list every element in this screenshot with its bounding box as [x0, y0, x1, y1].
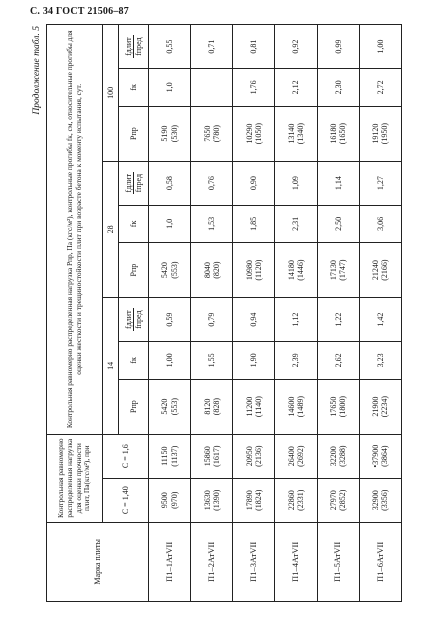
cell-mark: П1–4АтVII: [275, 522, 317, 601]
cell-fk14: 2,62: [317, 342, 359, 379]
cell-r28: 0,76: [191, 161, 233, 205]
header-fk-28: fк: [119, 205, 149, 242]
cell-r100: 0,55: [149, 25, 191, 69]
cell-fk14: 3,23: [359, 342, 401, 379]
cell-mark: П1–2АтVII: [191, 522, 233, 601]
cell-r14: 1,12: [275, 298, 317, 342]
header-p-14: Pпр: [119, 379, 149, 434]
cell-p14: 8120 (828): [191, 379, 233, 434]
cell-fk14: 1,00: [149, 342, 191, 379]
cell-r14: 1,22: [317, 298, 359, 342]
ratio-denominator: fпред: [134, 310, 143, 329]
header-fk-14: fк: [119, 342, 149, 379]
cell-r14: 1,42: [359, 298, 401, 342]
cell-fk100: 2,12: [275, 69, 317, 106]
cell-r28: 0,90: [233, 161, 275, 205]
table-row: [233, 25, 275, 602]
ratio-denominator: fпред: [134, 173, 143, 193]
cell-p28: 10980 (1120): [233, 243, 275, 298]
cell-mark: П1–1АтVII: [149, 522, 191, 601]
header-c140: C = 1,40: [103, 478, 149, 522]
table-row: [149, 25, 191, 602]
header-p-100: Pпр: [119, 106, 149, 161]
cell-p28: 14180 (1446): [275, 243, 317, 298]
cell-fk28: 2,31: [275, 205, 317, 242]
data-table: [46, 24, 402, 602]
table-row: [317, 25, 359, 602]
cell-c160: 26400 (2692): [275, 434, 317, 478]
table-continuation-label: Продолжение табл. 5: [32, 26, 42, 115]
cell-c160: •37900 (3864): [359, 434, 401, 478]
cell-fk100: 2,30: [317, 69, 359, 106]
cell-r28: 1,27: [359, 161, 401, 205]
cell-p14: 5420 (553): [149, 379, 191, 434]
rotated-table-container: [32, 24, 402, 602]
header-ratio-14: [119, 298, 149, 342]
cell-c140: 17890 (1824): [233, 478, 275, 522]
cell-fk28: 1,0: [149, 205, 191, 242]
cell-fk14: 1,55: [191, 342, 233, 379]
ratio-denominator: fпред: [134, 37, 143, 56]
table-row: [191, 25, 233, 602]
cell-fk28: 2,50: [317, 205, 359, 242]
cell-p28: 5420 (553): [149, 243, 191, 298]
cell-c140: 32900 (3356): [359, 478, 401, 522]
cell-r100: 1,00: [359, 25, 401, 69]
header-age-28: 28: [103, 161, 119, 298]
cell-p100: 13140 (1340): [275, 106, 317, 161]
cell-p100: 7650 (780): [191, 106, 233, 161]
cell-p100: 5190 (530): [149, 106, 191, 161]
cell-r28: 0,58: [149, 161, 191, 205]
cell-mark: П1–5АтVII: [317, 522, 359, 601]
cell-r100: 0,99: [317, 25, 359, 69]
cell-fk14: 1,90: [233, 342, 275, 379]
cell-p100: 16180 (1650): [317, 106, 359, 161]
cell-c160: 15860 (1617): [191, 434, 233, 478]
cell-fk100: 1,76: [233, 69, 275, 106]
cell-p100: 19120 (1950): [359, 106, 401, 161]
cell-fk100: 2,72: [359, 69, 401, 106]
cell-r100: 0,71: [191, 25, 233, 69]
header-c160: C = 1,6: [103, 434, 149, 478]
cell-fk28: 1,85: [233, 205, 275, 242]
page-header: С. 34 ГОСТ 21506–87: [30, 6, 129, 17]
header-ratio-100: [119, 25, 149, 69]
cell-fk28: 1,53: [191, 205, 233, 242]
cell-p14: 11200 (1140): [233, 379, 275, 434]
cell-p14: 21900 (2234): [359, 379, 401, 434]
cell-c160: 20950 (2136): [233, 434, 275, 478]
header-stiffness-group: Контрольная равномерно распределенная нагрузка Pпр, Па (кгс/м²), контрольные прогибы fк, см, относительные прогибы для оценки жесткости и трещиностойкости плит при возрасте бетона к моменту испытания, сут.: [47, 25, 103, 435]
cell-p14: 14600 (1489): [275, 379, 317, 434]
cell-c140: 9500 (970): [149, 478, 191, 522]
cell-r100: 0,92: [275, 25, 317, 69]
header-age-100: 100: [103, 25, 119, 162]
cell-p28: 8040 (820): [191, 243, 233, 298]
cell-c140: 22860 (2331): [275, 478, 317, 522]
cell-c140: 13630 (1390): [191, 478, 233, 522]
cell-p14: 17650 (1800): [317, 379, 359, 434]
header-ratio-28: [119, 161, 149, 205]
cell-fk28: 3,06: [359, 205, 401, 242]
cell-c160: 32200 (3288): [317, 434, 359, 478]
table-row: [275, 25, 317, 602]
cell-p28: 21240 (2166): [359, 243, 401, 298]
ratio-numerator: fдлит: [123, 173, 133, 193]
cell-r14: 0,79: [191, 298, 233, 342]
ratio-numerator: fдлит: [123, 37, 133, 56]
cell-r100: 0,81: [233, 25, 275, 69]
cell-r28: 1,14: [317, 161, 359, 205]
header-age-14: 14: [103, 298, 119, 435]
ratio-numerator: fдлит: [123, 310, 133, 329]
cell-fk14: 2,39: [275, 342, 317, 379]
cell-p100: 10290 (1050): [233, 106, 275, 161]
cell-r28: 1,09: [275, 161, 317, 205]
header-load-group: Контрольная равномерно распределенная нагрузка для оценки прочности плит, Па(кгс/м²), при: [47, 434, 103, 522]
table-row: [359, 25, 401, 602]
cell-mark: П1–3АтVII: [233, 522, 275, 601]
cell-r14: 0,59: [149, 298, 191, 342]
cell-c160: 11150 (1137): [149, 434, 191, 478]
header-fk-100: fк: [119, 69, 149, 106]
cell-p28: 17130 (1747): [317, 243, 359, 298]
cell-fk100: [191, 69, 233, 106]
cell-mark: П1–6АтVII: [359, 522, 401, 601]
header-mark: Марка плиты: [47, 522, 149, 601]
header-p-28: Pпр: [119, 243, 149, 298]
cell-r14: 0,94: [233, 298, 275, 342]
cell-c140: 27970 (2852): [317, 478, 359, 522]
cell-fk100: 1,0: [149, 69, 191, 106]
